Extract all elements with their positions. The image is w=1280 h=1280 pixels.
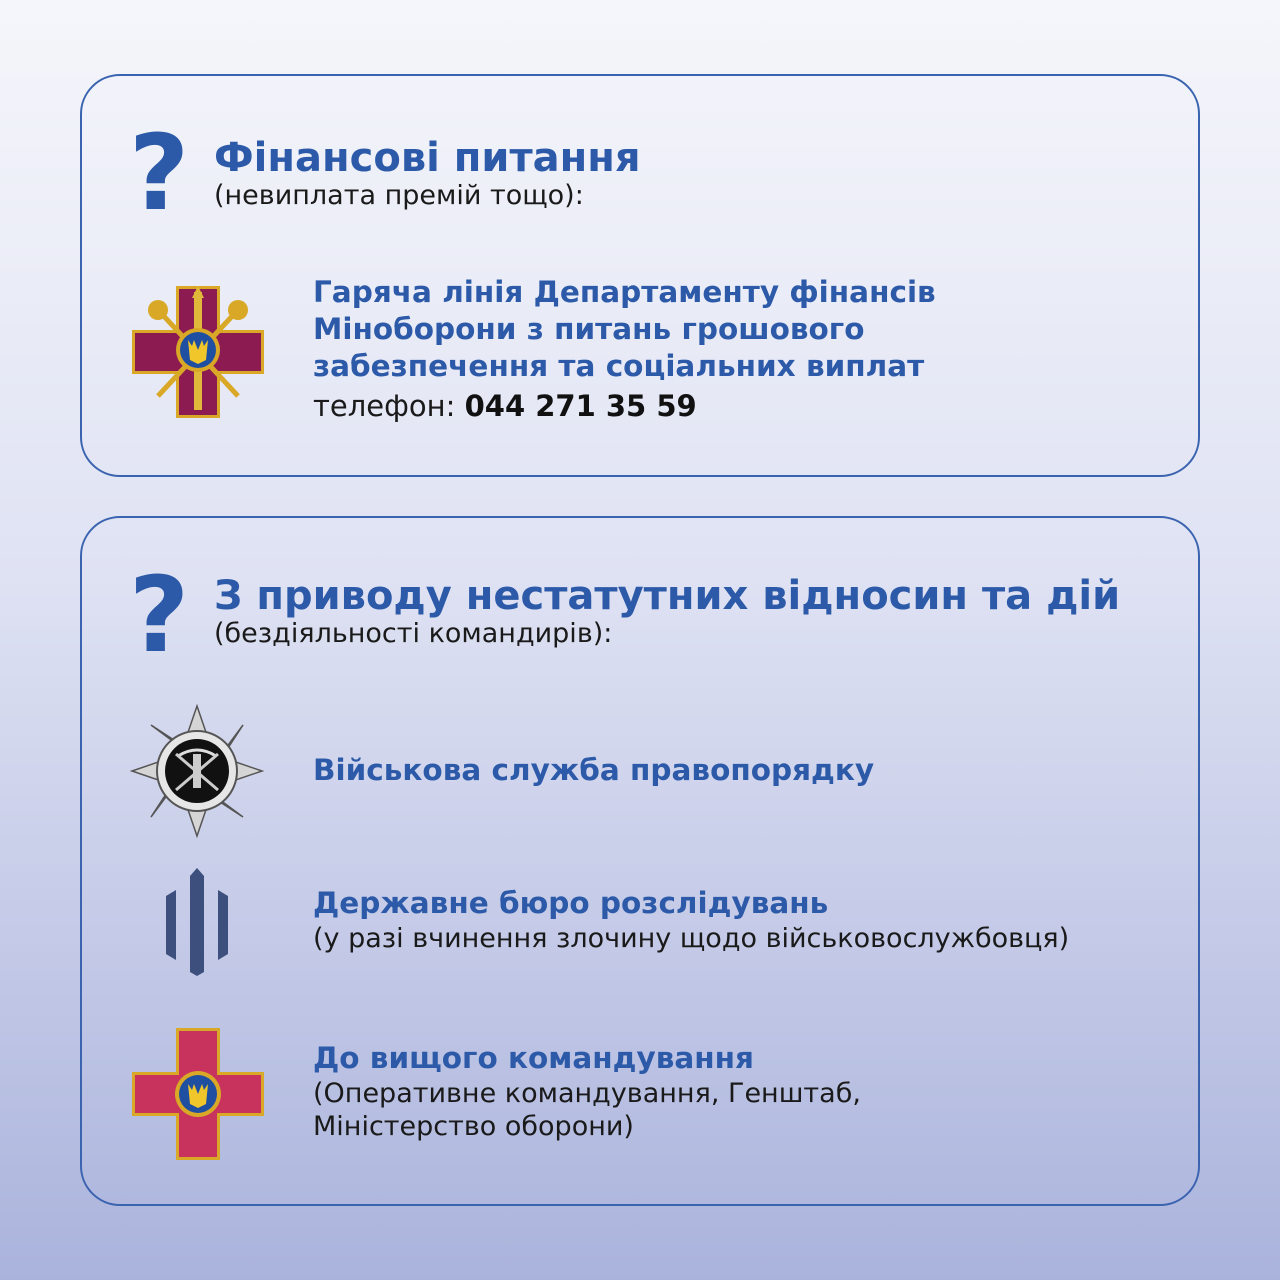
high-command-note-line: Міністерство оборони) [313,1111,634,1142]
question-mark-icon: ? [128,554,190,676]
misconduct-heading: З приводу нестатутних відносин та дій [214,573,1121,619]
sbi-title: Державне бюро розслідувань [313,886,829,920]
hotline-title [313,274,936,385]
armed-forces-cross-icon [130,1026,266,1162]
high-command-note-line: (Оперативне командування, Генштаб, [313,1078,861,1109]
military-police-emblem-icon [130,704,264,838]
high-command-title: До вищого командування [313,1041,755,1075]
defense-ministry-emblem-icon [130,284,266,420]
military-police-title: Військова служба правопорядку [313,753,875,787]
phone-row [313,390,697,423]
phone-number[interactable]: 044 271 35 59 [464,389,697,423]
hotline-line: Гаряча лінія Департаменту фінансів [313,275,936,309]
hotline-line: забезпечення та соціальних виплат [313,349,925,383]
misconduct-subheading: (бездіяльності командирів): [214,618,613,649]
finance-subheading: (невиплата премій тощо): [214,180,584,211]
question-mark-icon: ? [128,112,190,234]
sbi-note: (у разі вчинення злочину щодо військовослужбовця) [313,923,1070,954]
sbi-logo-icon [164,868,230,976]
hotline-line: Міноборони з питань грошового [313,312,865,346]
finance-heading: Фінансові питання [214,135,641,181]
phone-label: телефон: [313,389,465,423]
